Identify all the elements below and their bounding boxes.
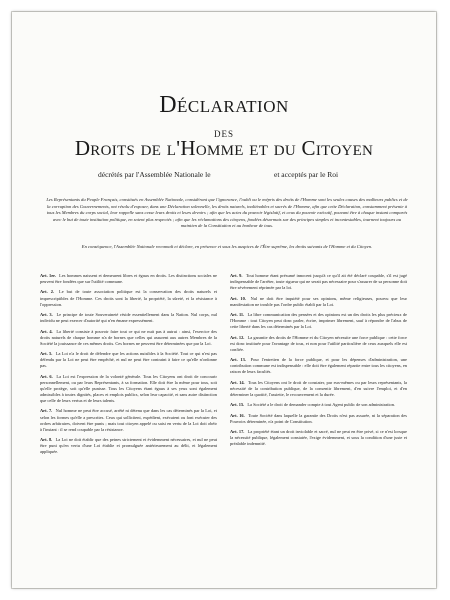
articles-left-column bbox=[40, 273, 217, 460]
article-number: Art. 13. bbox=[230, 357, 246, 363]
article-text: Nul homme ne peut être accusé, arrêté ni détenu que dans les cas déterminés par la Loi, et selon les formes qu'elle a prescrites. Ceux qui sollicitent, expédient, exécutent ou font exécuter des ordres arbitraires, doivent être punis ; mais tout citoyen appelé ou saisi en vertu de la Loi doit obéir à l'instant : il se rend coupable par la résistance. bbox=[40, 408, 217, 432]
article-text: La propriété étant un droit inviolable et sacré, nul ne peut en être privé, si ce n'est lorsque la nécessité publique, légalement constatée, l'exige évidemment, et sous la condition d'une juste et préalable indemnité. bbox=[230, 429, 408, 447]
article bbox=[230, 429, 407, 447]
article-number: Art. 9. bbox=[230, 273, 243, 278]
article bbox=[230, 296, 407, 308]
article bbox=[40, 329, 217, 347]
document-subtitle: Droits de l'Homme et du Citoyen bbox=[74, 136, 374, 160]
article bbox=[40, 273, 217, 285]
article-text: La Loi est l'expression de la volonté générale. Tous les Citoyens ont droit de concourir personnellement, ou par leurs Représentants, à sa formation. Elle doit être la même pour tous, soit qu'elle protège, soit qu'elle punisse. Tous les Citoyens étant égaux à ses yeux sont également admissibles à toutes dignités, places et emplois publics, selon leur capacité, et sans autre distinction que celle de leurs vertus et de leurs talents. bbox=[40, 373, 217, 404]
article bbox=[230, 273, 407, 291]
article-number: Art. 2. bbox=[40, 289, 54, 295]
article bbox=[40, 437, 217, 455]
article-number: Art. 5. bbox=[40, 351, 53, 357]
preamble: Les Représentants du Peuple Français, constitués en Assemblée Nationale, considérant que l'ignorance, l'oubli ou le mépris des droits de l'Homme sont les seules causes des malheurs publics et de la corruption des Gouvernements, ont résolu d'exposer, dans une Déclaration solennelle, les droits naturels, inaliénables et sacrés de l'Homme, afin que cette Déclaration, constamment présente à tous les Membres du corps social, leur rappelle sans cesse leurs droits et leurs devoirs ; afin que les actes du pouvoir législatif, et ceux du pouvoir exécutif, pouvant être à chaque instant comparés avec le but de toute institution politique, en soient plus respectés ; afin que les réclamations des citoyens, fondées désormais sur des principes simples et incontestables, tournent toujours au maintien de la Constitution et au bonheur de tous. bbox=[46, 197, 408, 229]
article-number: Art. 3. bbox=[40, 312, 53, 318]
article-number: Art. 7. bbox=[40, 408, 53, 414]
article-text: Les hommes naissent et demeurent libres et égaux en droits. Les distinctions sociales ne peuvent être fondées que sur l'utilité commune. bbox=[40, 273, 217, 285]
article-number: Art. 15. bbox=[230, 402, 245, 408]
article bbox=[230, 312, 407, 330]
document-title-connector: des bbox=[213, 125, 234, 140]
article-number: Art. 1er. bbox=[40, 273, 56, 278]
article-number: Art. 4. bbox=[40, 328, 53, 334]
article-number: Art. 14. bbox=[230, 379, 245, 385]
article-text: La Société a le droit de demander compte à tout Agent public de son administration. bbox=[247, 402, 396, 408]
articles-right-column bbox=[230, 273, 407, 452]
article-number: Art. 16. bbox=[230, 412, 245, 418]
article bbox=[40, 289, 217, 307]
article-text: La garantie des droits de l'Homme et du Citoyen nécessite une force publique : cette force est donc instituée pour l'avantage de tous, et non pour l'utilité particulière de ceux auxquels elle est confiée. bbox=[230, 334, 407, 352]
article bbox=[40, 408, 217, 432]
article bbox=[40, 374, 217, 404]
document-title: Déclaration bbox=[159, 92, 289, 118]
consequence-paragraph: En conséquence, l'Assemblée Nationale reconnaît et déclare, en présence et sous les auspices de l'Être suprême, les droits suivants de l'Homme et du Citoyen. bbox=[81, 244, 373, 249]
article-number: Art. 17. bbox=[230, 429, 245, 435]
declaration-sheet bbox=[12, 12, 436, 588]
article-text: Tous les Citoyens ont le droit de constater, par eux-mêmes ou par leurs représentants, la nécessité de la contribution publique, de la consentir librement, d'en suivre l'emploi, et d'en déterminer la quotité, l'assiette, le recouvrement et la durée. bbox=[230, 379, 408, 397]
article bbox=[40, 312, 217, 324]
decree-assembly: décrétés par l'Assemblée Nationale le bbox=[98, 170, 211, 179]
article bbox=[230, 402, 407, 408]
article-text: La Loi n'a le droit de défendre que les actions nuisibles à la Société. Tout ce qui n'est pas défendu par la Loi ne peut être empêché, et nul ne peut être contraint à faire ce qu'elle n'ordonne pas. bbox=[40, 351, 217, 369]
article-text: Le but de toute association politique est la conservation des droits naturels et imprescriptibles de l'Homme. Ces droits sont la liberté, la propriété, la sûreté, et la résistance à l'oppression. bbox=[40, 289, 217, 307]
article-text: Toute Société dans laquelle la garantie des Droits n'est pas assurée, ni la séparation des Pouvoirs déterminée, n'a point de Constitution. bbox=[230, 412, 407, 424]
article-number: Art. 10. bbox=[230, 295, 246, 301]
decree-king: et acceptés par le Roi bbox=[274, 170, 339, 179]
article-text: La liberté consiste à pouvoir faire tout ce qui ne nuit pas à autrui : ainsi, l'exercice des droits naturels de chaque homme n'a de bornes que celles qui assurent aux autres Membres de la Société la jouissance de ces mêmes droits. Ces bornes ne peuvent être déterminées que par la Loi. bbox=[40, 328, 217, 346]
article bbox=[230, 335, 407, 353]
article bbox=[230, 413, 407, 425]
article-number: Art. 12. bbox=[230, 334, 245, 340]
article bbox=[230, 380, 407, 398]
article-text: Le principe de toute Souveraineté réside essentiellement dans la Nation. Nul corps, nul individu ne peut exercer d'autorité qui n'en émane expressément. bbox=[40, 312, 217, 324]
article-text: Tout homme étant présumé innocent jusqu'à ce qu'il ait été déclaré coupable, s'il est jugé indispensable de l'arrêter, toute rigueur qui ne serait pas nécessaire pour s'assurer de sa personne doit être sévèrement réprimée par la loi. bbox=[230, 273, 407, 291]
article-text: La Loi ne doit établir que des peines strictement et évidemment nécessaires, et nul ne peut être puni qu'en vertu d'une Loi établie et promulguée antérieurement au délit, et légalement appliquée. bbox=[40, 437, 217, 455]
article-number: Art. 11. bbox=[230, 312, 245, 318]
article-text: La libre communication des pensées et des opinions est un des droits les plus précieux de l'Homme : tout Citoyen peut donc parler, écrire, imprimer librement, sauf à répondre de l'abus de cette liberté dans les cas déterminés par la Loi. bbox=[230, 312, 407, 330]
article-text: Nul ne doit être inquiété pour ses opinions, même religieuses, pourvu que leur manifestation ne trouble pas l'ordre public établi par la Loi. bbox=[230, 295, 407, 307]
article-number: Art. 8. bbox=[40, 437, 53, 443]
article-number: Art. 6. bbox=[40, 373, 53, 379]
article-text: Pour l'entretien de la force publique, et pour les dépenses d'administration, une contribution commune est indispensable : elle doit être également répartie entre tous les citoyens, en raison de leurs facultés. bbox=[230, 357, 408, 375]
article bbox=[230, 357, 407, 375]
article bbox=[40, 351, 217, 369]
